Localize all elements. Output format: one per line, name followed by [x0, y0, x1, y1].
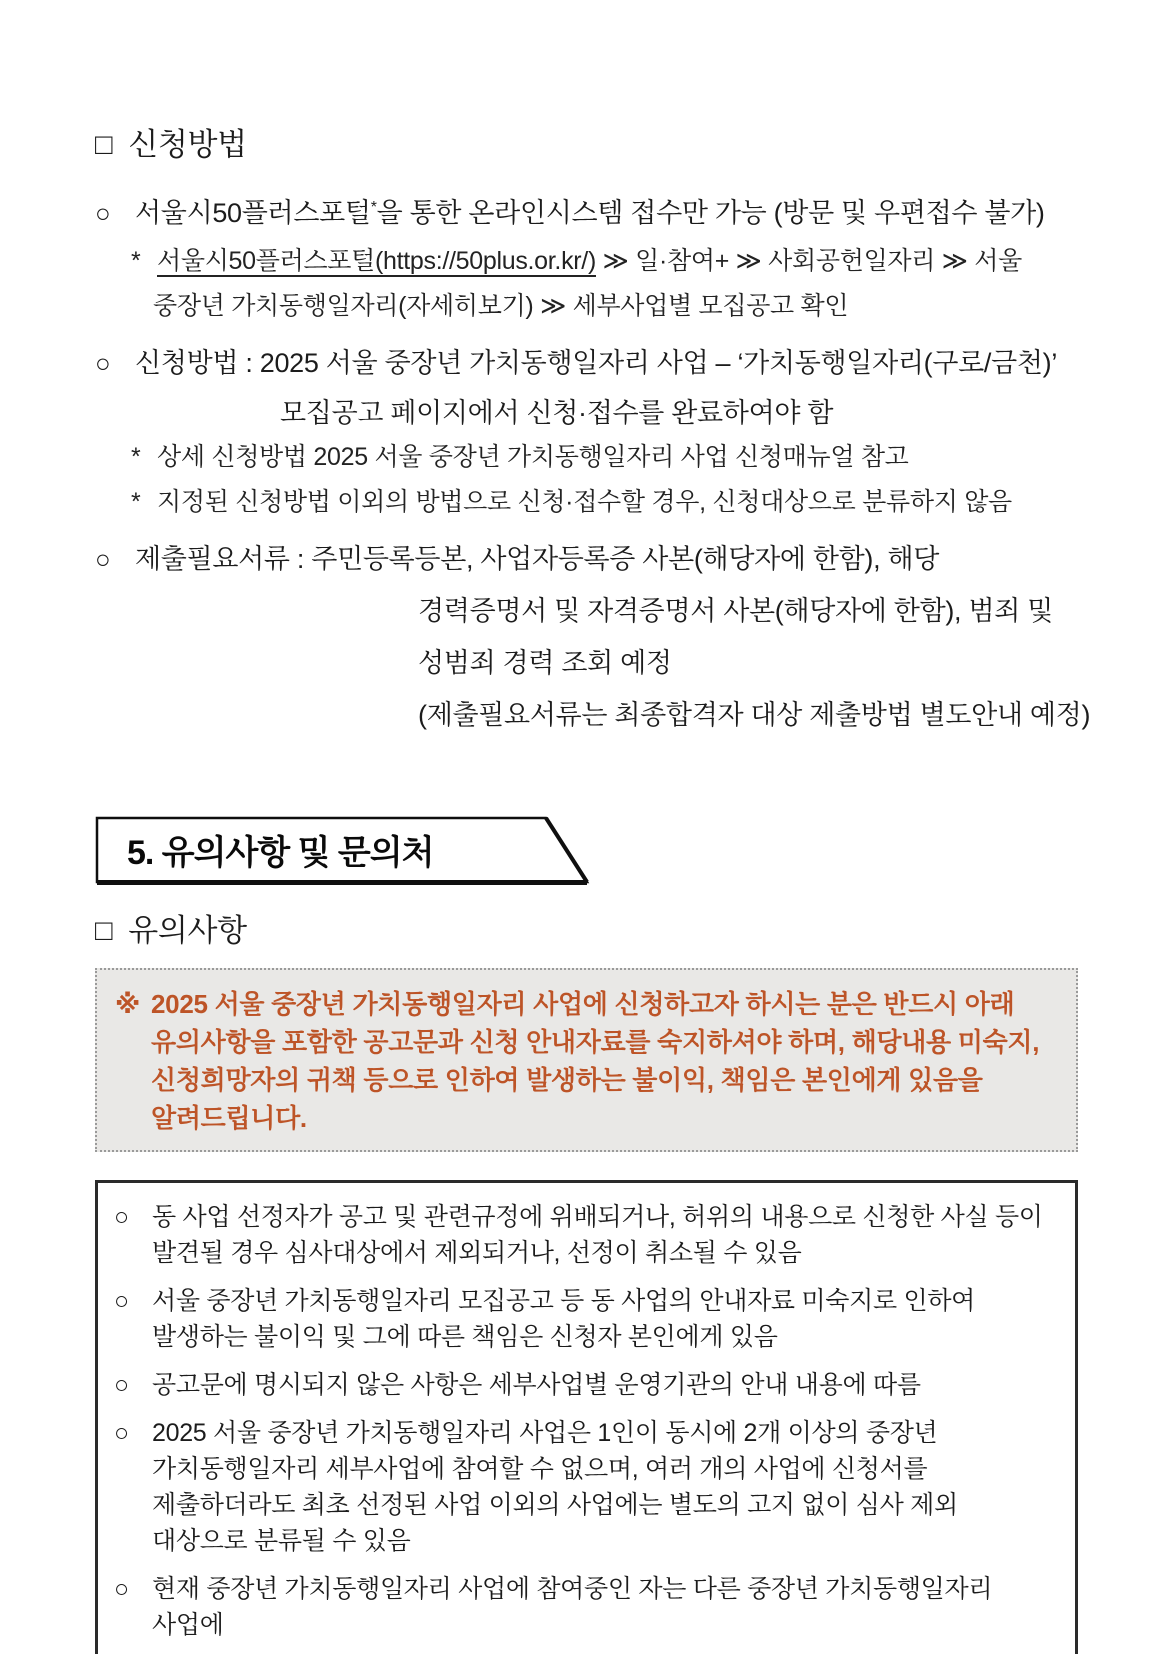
- portal-name: 서울시50플러스포털: [135, 198, 371, 228]
- caution-heading-label: 유의사항: [128, 913, 247, 948]
- apply-method-heading-label: 신청방법: [128, 127, 247, 162]
- square-bullet-icon: □: [95, 915, 113, 947]
- circle-bullet-icon: ○: [114, 1419, 129, 1447]
- manual-note: [131, 441, 1095, 474]
- circle-bullet-icon: ○: [95, 348, 111, 378]
- caution-heading: [95, 912, 1095, 951]
- caution-text: 서울 중장년 가치동행일자리 모집공고 등 동 사업의 안내자료 미숙지로 인하여 발생하는 불이익 및 그에 따른 책임은 신청자 본인에게 있음: [152, 1287, 976, 1351]
- caution-item: [114, 1283, 1055, 1355]
- apply-bullet-portal: [95, 195, 1095, 231]
- section5-banner: [95, 816, 595, 886]
- caution-item: [114, 1571, 1055, 1643]
- portal-path-note-line2: 중장년 가치동행일자리(자세히보기) ≫ 세부사업별 모집공고 확인: [153, 292, 849, 320]
- circle-bullet-icon: ○: [95, 544, 111, 574]
- section5-title: 5. 유의사항 및 문의처: [127, 833, 434, 872]
- footnote-asterisk: *: [370, 199, 377, 216]
- required-docs-line2: 경력증명서 및 자격증명서 사본(해당자에 한함), 범죄 및: [418, 596, 1053, 626]
- circle-bullet-icon: ○: [114, 1575, 129, 1603]
- portal-path-rest: ≫ 일·참여+ ≫ 사회공헌일자리 ≫ 서울: [595, 247, 1023, 275]
- caution-text: 2025 서울 중장년 가치동행일자리 사업은 1인이 동시에 2개 이상의 중장년 가치동행일자리 세부사업에 참여할 수 없으며, 여러 개의 사업에 신청서를 제출하더라도 최초 선정된 사업 이외의 사업에는 별도의 고지 없이 심사 제외 대상으로 분류될 수 있음: [152, 1419, 958, 1555]
- portal-rest: 을 통한 온라인시스템 접수만 가능 (방문 및 우편접수 불가): [376, 198, 1045, 228]
- invalid-method-note-text: 지정된 신청방법 이외의 방법으로 신청·접수할 경우, 신청대상으로 분류하지 않음: [157, 488, 1012, 516]
- caution-text: 현재 중장년 가치동행일자리 사업에 참여중인 자는 다른 중장년 가치동행일자리 사업에: [152, 1575, 993, 1639]
- asterisk-marker: *: [131, 247, 141, 275]
- required-docs-line3: 성범죄 경력 조회 예정: [418, 648, 672, 678]
- notice-text: 2025 서울 중장년 가치동행일자리 사업에 신청하고자 하시는 분은 반드시 아래 유의사항을 포함한 공고문과 신청 안내자료를 숙지하셔야 하며, 해당내용 미숙지, 신청희망자의 귀책 등으로 인하여 발생하는 불이익, 책임은 본인에게 있음을 알려드립니다.: [151, 989, 1040, 1133]
- apply-bullet-method: [95, 345, 1095, 381]
- required-docs-line4: (제출필요서류는 최종합격자 대상 제출방법 별도안내 예정): [418, 700, 1091, 730]
- circle-bullet-icon: ○: [114, 1203, 129, 1231]
- apply-method-text-line2: 모집공고 페이지에서 신청·접수를 완료하여야 함: [280, 398, 834, 428]
- circle-bullet-icon: ○: [114, 1371, 129, 1399]
- required-docs-line1: 제출필요서류 : 주민등록등본, 사업자등록증 사본(해당자에 한함), 해당: [135, 544, 940, 574]
- circle-bullet-icon: ○: [114, 1287, 129, 1315]
- caution-box: [95, 1180, 1078, 1654]
- caution-item: [114, 1367, 1055, 1403]
- reference-mark-icon: ※: [115, 989, 140, 1019]
- asterisk-marker: *: [131, 443, 141, 471]
- portal-path-note: [131, 245, 1095, 278]
- notice-box: [95, 968, 1078, 1152]
- caution-text: 동 사업 선정자가 공고 및 관련규정에 위배되거나, 허위의 내용으로 신청한 사실 등이 발견될 경우 심사대상에서 제외되거나, 선정이 취소될 수 있음: [152, 1203, 1043, 1267]
- caution-item: [114, 1415, 1055, 1559]
- circle-bullet-icon: ○: [95, 198, 111, 228]
- portal-url-link[interactable]: 서울시50플러스포털(https://50plus.or.kr/): [157, 247, 596, 275]
- manual-note-text: 상세 신청방법 2025 서울 중장년 가치동행일자리 사업 신청매뉴얼 참고: [157, 443, 909, 471]
- caution-text: 공고문에 명시되지 않은 사항은 세부사업별 운영기관의 안내 내용에 따름: [152, 1371, 921, 1399]
- required-docs-bullet: [95, 541, 1095, 577]
- square-bullet-icon: □: [95, 129, 113, 161]
- apply-method-text: 신청방법 : 2025 서울 중장년 가치동행일자리 사업 – ‘가치동행일자리(구로/금천)’: [135, 348, 1058, 378]
- asterisk-marker: *: [131, 488, 141, 516]
- invalid-method-note: [131, 486, 1095, 519]
- caution-item: [114, 1199, 1055, 1271]
- apply-method-heading: [95, 126, 1095, 165]
- notice-text-wrap: [115, 985, 1058, 1137]
